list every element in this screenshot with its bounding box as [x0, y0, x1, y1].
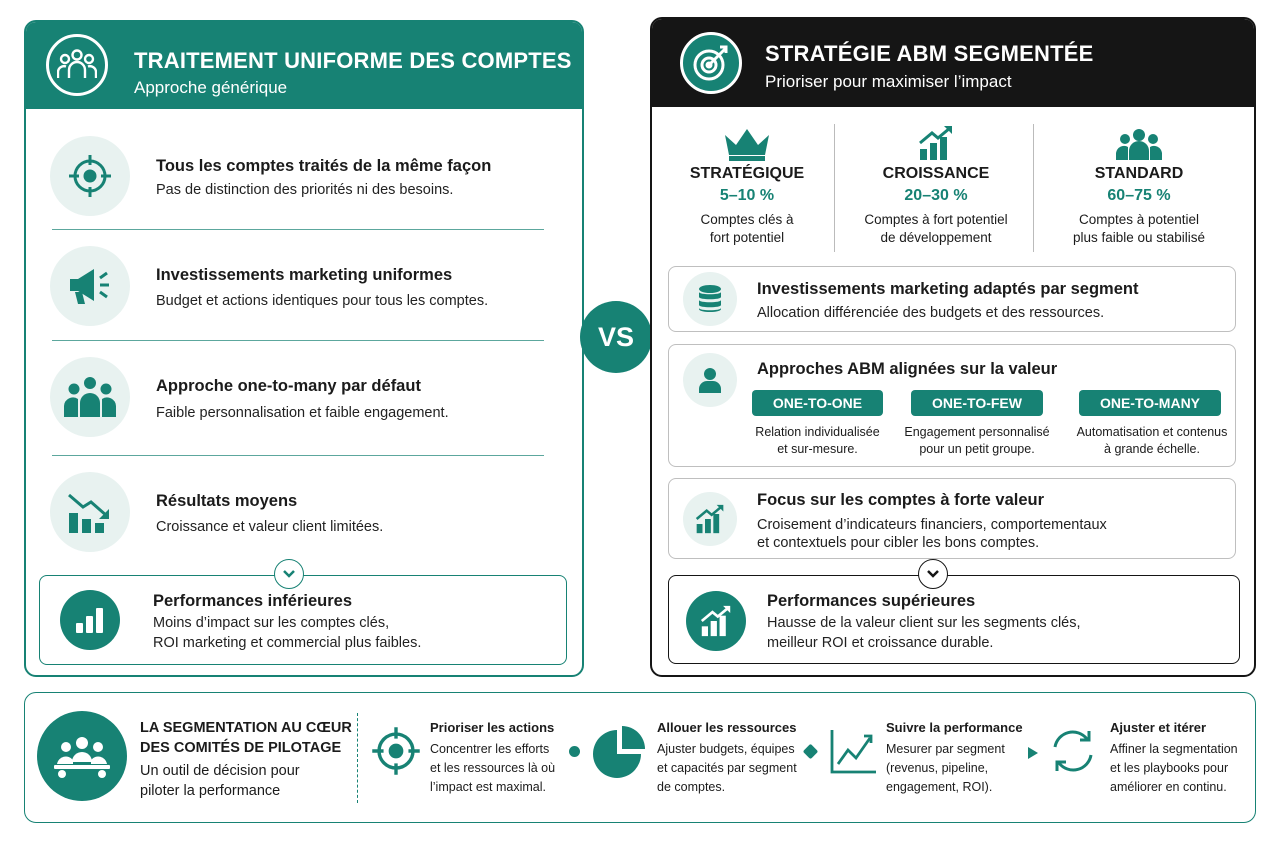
- megaphone-icon: [50, 246, 130, 326]
- bottom-subtitle: [140, 761, 340, 801]
- segment-desc-line: fort potentiel: [709, 230, 785, 245]
- approaches-box: [668, 344, 1236, 467]
- crown-icon: [652, 123, 842, 161]
- segment-growth: [841, 123, 1031, 247]
- bottom-title: [140, 718, 360, 758]
- invest-text: Allocation différenciée des budgets et des ressources.: [757, 305, 1105, 321]
- people-icon: [1044, 123, 1234, 161]
- step-iterate: [1045, 693, 1255, 824]
- approach-desc-line: pour un petit groupe.: [919, 442, 1035, 456]
- step-desc-line: (revenus, pipeline,: [886, 761, 989, 775]
- step-desc: [1110, 740, 1260, 797]
- divider: [52, 229, 544, 230]
- step-desc-line: de comptes.: [657, 780, 726, 794]
- step-desc: [886, 740, 1036, 797]
- arrow-connector: [1028, 747, 1038, 759]
- step-allocate: [592, 693, 807, 824]
- meeting-icon: [37, 711, 127, 801]
- segment-desc: [1044, 211, 1234, 247]
- uniform-treatment-panel: [24, 20, 584, 677]
- invest-box: [668, 266, 1236, 332]
- row-title: Investissements marketing uniformes: [156, 266, 453, 284]
- refresh-icon: [1045, 723, 1101, 779]
- dashed-divider: [357, 713, 358, 803]
- row-title: Tous les comptes traités de la même façon: [156, 157, 492, 175]
- crosshair-icon: [50, 136, 130, 216]
- divider: [52, 455, 544, 456]
- row-title: Approche one-to-many par défaut: [156, 377, 421, 395]
- segment-desc-line: de développement: [880, 230, 992, 245]
- growth-chart-icon: [841, 123, 1031, 161]
- approach-desc-line: et sur-mesure.: [777, 442, 858, 456]
- approach-pill: ONE-TO-FEW: [911, 390, 1043, 416]
- segment-desc: [841, 211, 1031, 247]
- divider: [52, 340, 544, 341]
- bar-chart-icon: [60, 590, 120, 650]
- bottom-subtitle-line: piloter la performance: [140, 783, 281, 799]
- steering-committee-bar: [24, 692, 1256, 823]
- focus-title: Focus sur les comptes à forte valeur: [757, 491, 1045, 509]
- vs-badge: VS: [580, 301, 652, 373]
- segment-desc: [652, 211, 842, 247]
- step-title: Allouer les ressources: [657, 720, 797, 735]
- left-title: TRAITEMENT UNIFORME DES COMPTES: [134, 48, 572, 73]
- step-desc-line: engagement, ROI).: [886, 780, 993, 794]
- row-text: Croissance et valeur client limitées.: [156, 519, 384, 535]
- group-icon: [46, 34, 108, 96]
- left-result-box: [39, 575, 567, 665]
- separator: [834, 124, 835, 252]
- line-chart-icon: [825, 723, 881, 779]
- result-line: Hausse de la valeur client sur les segments clés,: [767, 615, 1081, 631]
- invest-title: Investissements marketing adaptés par segment: [757, 280, 1139, 298]
- step-title: Ajuster et itérer: [1110, 720, 1207, 735]
- approach-desc-line: Engagement personnalisé: [904, 425, 1050, 439]
- result-line: Moins d’impact sur les comptes clés,: [153, 615, 390, 631]
- right-header: [652, 19, 1254, 107]
- step-desc: [657, 740, 807, 797]
- row-title: Résultats moyens: [156, 492, 298, 510]
- row-text: Pas de distinction des priorités ni des besoins.: [156, 182, 454, 198]
- pie-chart-icon: [592, 723, 648, 779]
- focus-box: [668, 478, 1236, 559]
- segment-name: STRATÉGIQUE: [689, 165, 805, 182]
- step-title: Suivre la performance: [886, 720, 1023, 735]
- segment-percent: 20–30 %: [904, 187, 968, 204]
- right-result-box: [668, 575, 1240, 664]
- group-icon: [50, 357, 130, 437]
- segment-desc-line: Comptes à potentiel: [1078, 212, 1200, 227]
- step-desc-line: et les ressources là où: [430, 761, 556, 775]
- dot-connector: [569, 746, 580, 757]
- chevron-down-icon: [918, 559, 948, 589]
- step-track: [825, 693, 1040, 824]
- focus-line: et contextuels pour cibler les bons comptes.: [757, 535, 1040, 551]
- target-icon: [680, 32, 742, 94]
- growth-chart-icon: [683, 492, 737, 546]
- growth-chart-icon: [686, 591, 746, 651]
- segment-name: STANDARD: [1094, 165, 1184, 182]
- step-desc-line: et capacités par segment: [657, 761, 797, 775]
- row-text: Budget et actions identiques pour tous les comptes.: [156, 293, 489, 309]
- approach-desc: [890, 424, 1064, 458]
- result-title: Performances inférieures: [153, 592, 353, 610]
- declining-chart-icon: [50, 472, 130, 552]
- approach-desc: [1069, 424, 1235, 458]
- left-header: [26, 22, 582, 109]
- row-text: Faible personnalisation et faible engagement.: [156, 405, 449, 421]
- person-icon: [683, 353, 737, 407]
- step-desc-line: et les playbooks pour: [1110, 761, 1229, 775]
- database-icon: [683, 272, 737, 326]
- bottom-subtitle-line: Un outil de décision pour: [140, 763, 300, 779]
- bottom-title-line: LA SEGMENTATION AU CŒUR: [140, 720, 352, 736]
- chevron-down-icon: [274, 559, 304, 589]
- approach-desc: [732, 424, 903, 458]
- approach-desc-line: à grande échelle.: [1104, 442, 1200, 456]
- crosshair-icon: [368, 723, 424, 779]
- approach-pill: ONE-TO-MANY: [1079, 390, 1221, 416]
- right-subtitle: Prioriser pour maximiser l’impact: [765, 72, 1012, 91]
- approaches-title: Approches ABM alignées sur la valeur: [757, 360, 1058, 378]
- step-desc-line: Concentrer les efforts: [430, 742, 550, 756]
- segment-percent: 5–10 %: [719, 187, 775, 204]
- segment-desc-line: plus faible ou stabilisé: [1072, 230, 1206, 245]
- left-subtitle: Approche générique: [134, 78, 288, 97]
- step-desc-line: améliorer en continu.: [1110, 780, 1227, 794]
- step-desc-line: Affiner la segmentation: [1110, 742, 1238, 756]
- step-desc-line: Mesurer par segment: [886, 742, 1005, 756]
- focus-line: Croisement d’indicateurs financiers, comportementaux: [757, 517, 1107, 533]
- result-title: Performances supérieures: [767, 592, 976, 610]
- result-line: meilleur ROI et croissance durable.: [767, 635, 994, 651]
- approach-desc-line: Relation individualisée: [755, 425, 880, 439]
- step-desc-line: Ajuster budgets, équipes: [657, 742, 795, 756]
- right-title: STRATÉGIE ABM SEGMENTÉE: [765, 41, 1094, 66]
- segment-strategic: [652, 123, 842, 247]
- bottom-title-line: DES COMITÉS DE PILOTAGE: [140, 740, 342, 756]
- segment-standard: [1044, 123, 1234, 247]
- step-prioritize: [368, 693, 583, 824]
- step-desc-line: l’impact est maximal.: [430, 780, 546, 794]
- segment-desc-line: Comptes clés à: [700, 212, 794, 227]
- approach-pill: ONE-TO-ONE: [752, 390, 883, 416]
- segment-percent: 60–75 %: [1107, 187, 1171, 204]
- step-desc: [430, 740, 580, 797]
- result-line: ROI marketing et commercial plus faibles.: [153, 635, 422, 651]
- approach-desc-line: Automatisation et contenus: [1076, 425, 1228, 439]
- segment-name: CROISSANCE: [882, 165, 990, 182]
- segmented-abm-panel: [650, 17, 1256, 677]
- step-title: Prioriser les actions: [430, 720, 555, 735]
- separator: [1033, 124, 1034, 252]
- segment-desc-line: Comptes à fort potentiel: [864, 212, 1008, 227]
